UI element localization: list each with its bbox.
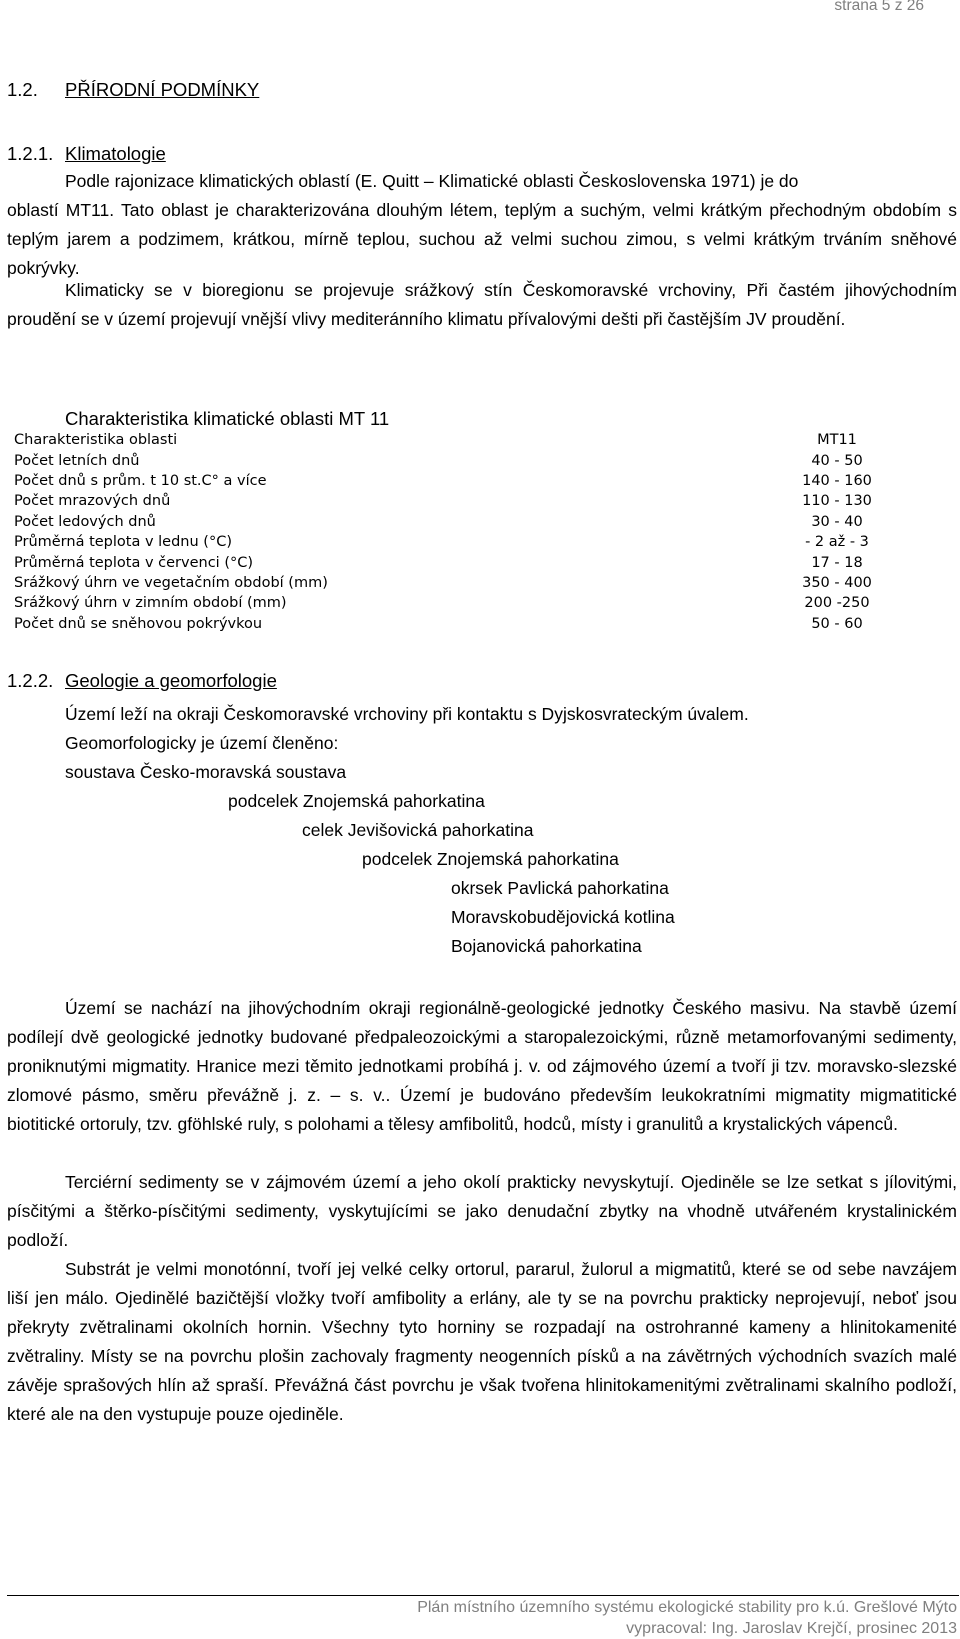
- climate-paragraph-1-rest: oblastí MT11. Tato oblast je charakterizována dlouhým létem, teplým a suchým, velmi krátkým přechodným obdobím s teplým jarem a podzimem, krátkou, mírně teplou, suchou až velmi suchou zimou, s velmi krátkým trváním sněhové pokrývky.: [7, 200, 957, 278]
- table-row: [14, 552, 914, 572]
- table-row: [14, 593, 914, 613]
- hierarchy-podcelek-2: podcelek Znojemská pahorkatina: [362, 849, 619, 869]
- table-row-value: - 2 až - 3: [805, 534, 869, 551]
- page-number: strana 5 z 26: [834, 0, 924, 14]
- footer-line-2: vypracoval: Ing. Jaroslav Krejčí, prosinec 2013: [626, 1620, 957, 1637]
- table-row-value: 200 -250: [804, 595, 870, 612]
- climate-table-title: Charakteristika klimatické oblasti MT 11: [65, 408, 390, 429]
- table-row-label: Počet dnů s prům. t 10 st.C° a více: [14, 472, 267, 489]
- table-row: [14, 491, 914, 511]
- table-row-value: 30 - 40: [811, 513, 863, 530]
- table-row: [14, 532, 914, 552]
- geology-paragraph-1: Území se nachází na jihovýchodním okraji regionálně-geologické jednotky Českého masivu. Na stavbě území podílejí dvě geologické jednotky budované předpaleozoickými a staropalezoickými, různě metamorfovanými sedimenty, proniknutými migmatity. Hranice mezi těmito jednotkami probíhá j. v. od zájmového území a tvoří ji tzv. moravsko-slezské zlomové pásmo, směru převážně j. z. – s. v.. Území je budováno především leukokratními migmatity migmatitické biotitické ortoruly, tzv. gföhlské ruly, s polohami a tělesy amfibolitů, hodců, místy i granulitů a krystalických vápenců.: [7, 998, 957, 1134]
- section-heading: [7, 79, 259, 101]
- hierarchy-okrsek: okrsek Pavlická pahorkatina: [451, 878, 669, 898]
- table-row-value: 110 - 130: [802, 493, 872, 510]
- climate-number: 1.2.1.: [7, 143, 54, 164]
- table-row-value: 17 - 18: [811, 554, 863, 571]
- geology-intro: Území leží na okraji Českomoravské vrchoviny při kontaktu s Dyjskosvrateckým úvalem.: [65, 704, 749, 724]
- table-row-value: 350 - 400: [802, 574, 872, 591]
- geology-paragraph-3: Substrát je velmi monotónní, tvoří jej velké celky ortorul, pararul, žulorul a migmatitů, které se od sebe navzájem liší jen málo. Ojedinělé bazičtější vložky tvoří amfibolity a erlány, ale ty se na povrchu prakticky neprojevují, neboť jsou překryty zvětralinami okolních hornin. Všechny tyto horniny se rozpadají na ostrohranné kameny a hlinitokamenité zvětraliny. Místy se na povrchu plošin zachovaly fragmenty neogenních písků a na závětrných východních svazích malé závěje sprašových hlín až spraší. Převážná část povrchu je však tvořena hlinitokamenitými zvětralinami skalního podloží, které ale na den vystupuje pouze ojediněle.: [7, 1259, 957, 1424]
- table-row-label: Charakteristika oblasti: [14, 432, 178, 449]
- table-row-label: Srážkový úhrn v zimním období (mm): [14, 595, 287, 612]
- climate-paragraph-1-first-line: Podle rajonizace klimatických oblastí (E. Quitt – Klimatické oblasti Československa 1971) je do: [65, 171, 799, 191]
- table-row: [14, 471, 914, 491]
- climate-paragraph-2: Klimaticky se v bioregionu se projevuje srážkový stín Českomoravské vrchoviny, Při častém jihovýchodním proudění se v území projevují vnější vlivy mediteránního klimatu přívalovými dešti při častějším JV proudění.: [7, 280, 957, 329]
- hierarchy-podcelek-1: podcelek Znojemská pahorkatina: [228, 791, 485, 811]
- table-row-label: Srážkový úhrn ve vegetačním období (mm): [14, 574, 328, 591]
- geology-number: 1.2.2.: [7, 670, 54, 691]
- section-title: PŘÍRODNÍ PODMÍNKY: [65, 79, 260, 100]
- table-row-value: 40 - 50: [811, 452, 863, 469]
- climate-paragraph-1: [7, 167, 957, 283]
- hierarchy-soustava: soustava Česko-moravská soustava: [65, 762, 347, 782]
- hierarchy-celek: celek Jevišovická pahorkatina: [302, 820, 534, 840]
- table-row: [14, 614, 914, 634]
- table-row-label: Průměrná teplota v lednu (°C): [14, 534, 232, 551]
- geology-paragraph-2: Terciérní sedimenty se v zájmovém území a jeho okolí prakticky nevyskytují. Ojediněle se lze setkat s jílovitými, písčitými a štěrko-písčitými sedimenty, vyskytujícími se jako denudační zbytky na vhodně utvářeném krystalinickém podloží.: [7, 1172, 957, 1250]
- geology-title: Geologie a geomorfologie: [65, 670, 277, 691]
- table-row: [14, 512, 914, 532]
- footer-divider: [7, 1595, 959, 1596]
- section-number: 1.2.: [7, 79, 38, 100]
- table-row-label: Počet mrazových dnů: [14, 493, 171, 510]
- hierarchy-pahorkatina: Bojanovická pahorkatina: [451, 936, 642, 956]
- climate-table: [14, 430, 914, 634]
- footer-line-1: Plán místního územního systému ekologické stability pro k.ú. Grešlové Mýto: [417, 1599, 957, 1616]
- geology-heading: [7, 670, 277, 692]
- table-row-label: Počet letních dnů: [14, 452, 140, 469]
- table-row-value: 140 - 160: [802, 472, 872, 489]
- table-row-label: Počet ledových dnů: [14, 513, 156, 530]
- table-row: [14, 430, 914, 450]
- table-row: [14, 573, 914, 593]
- table-row: [14, 450, 914, 470]
- table-row-label: Průměrná teplota v červenci (°C): [14, 554, 254, 571]
- climate-title: Klimatologie: [65, 143, 166, 164]
- geomorphology-label: Geomorfologicky je území členěno:: [65, 733, 339, 753]
- hierarchy-kotlina: Moravskobudějovická kotlina: [451, 907, 675, 927]
- table-row-value: MT11: [817, 432, 857, 449]
- table-row-value: 50 - 60: [811, 615, 863, 632]
- climate-heading: [7, 143, 166, 165]
- table-row-label: Počet dnů se sněhovou pokrývkou: [14, 615, 263, 632]
